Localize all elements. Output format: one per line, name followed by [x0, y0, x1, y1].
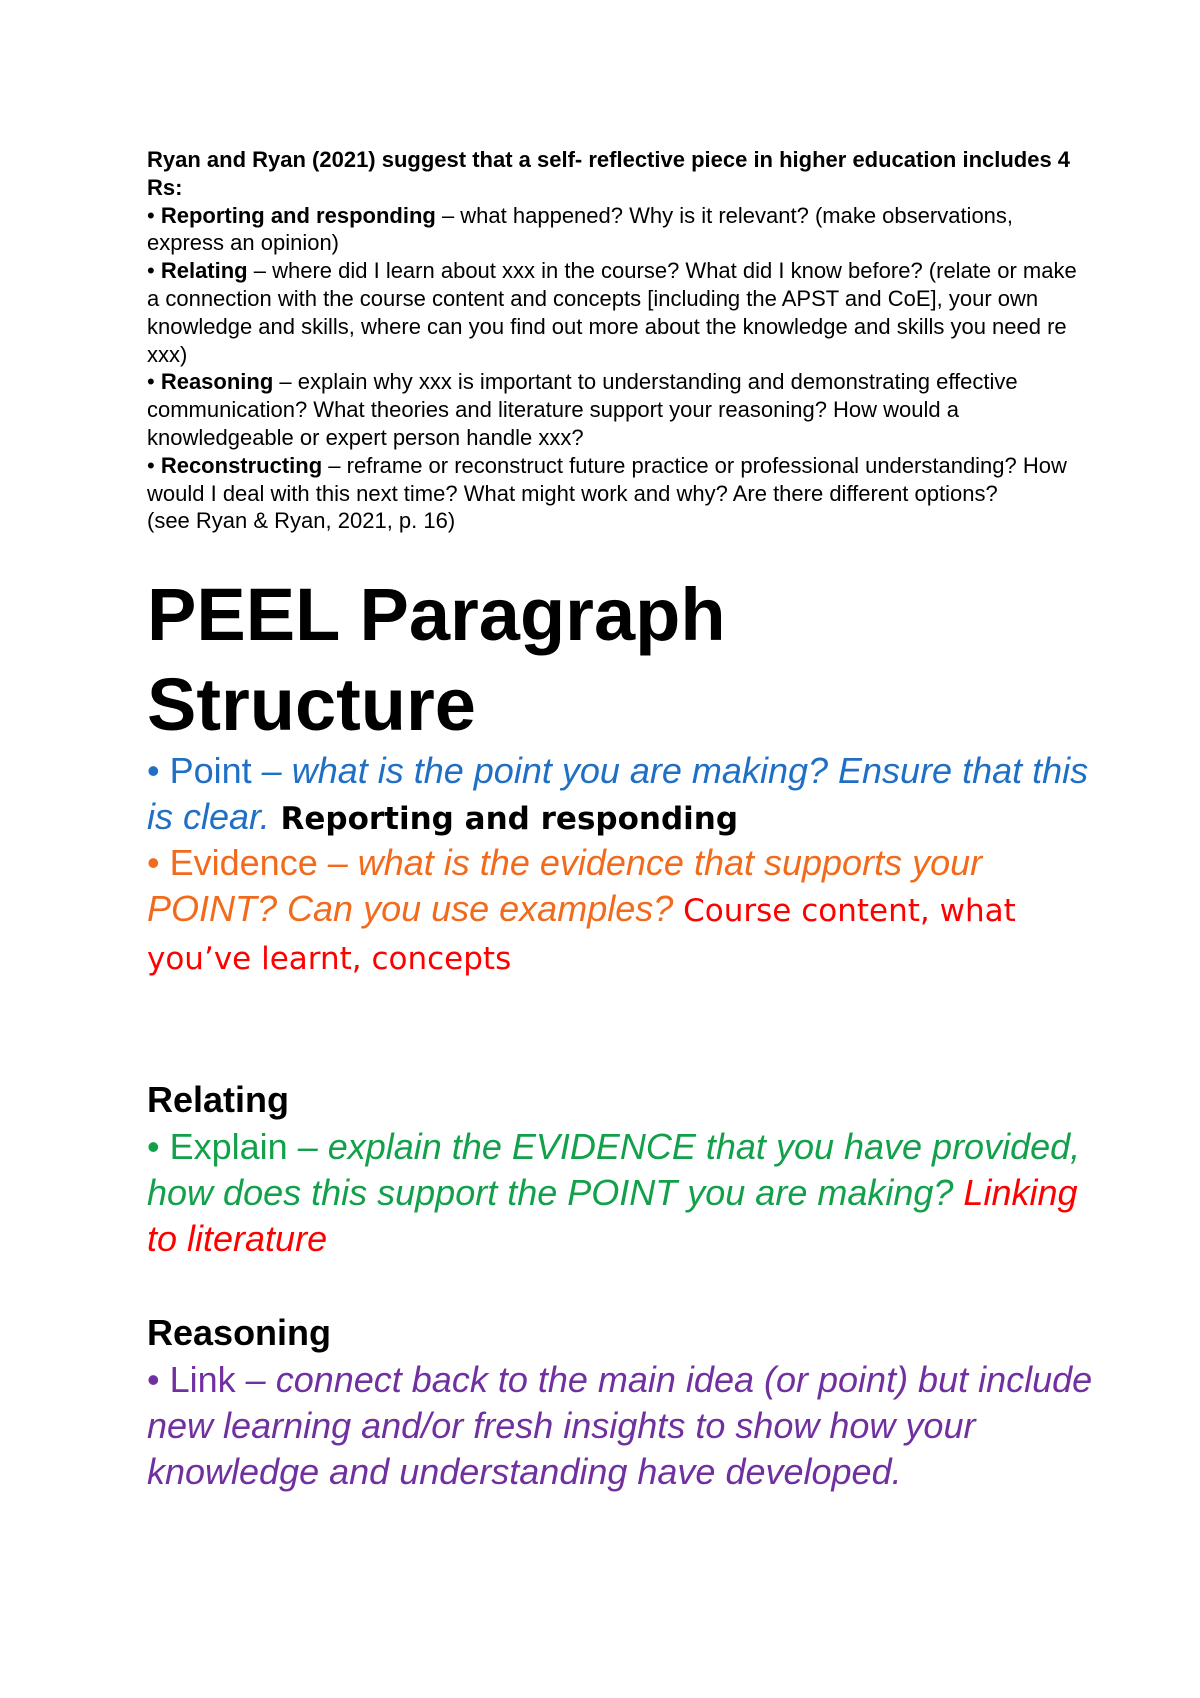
point-word-rest: oint [193, 750, 252, 791]
intro-heading: Ryan and Ryan (2021) suggest that a self- reflective piece in higher education includes 4 Rs: [147, 147, 1071, 200]
bullet: • [147, 258, 155, 284]
heading-line-1: PEEL Paragraph [147, 573, 726, 656]
explain-letter: E [169, 1126, 194, 1167]
r-term: Reconstructing [160, 452, 323, 478]
link-bullet: • [147, 1359, 170, 1400]
evidence-letter: E [169, 842, 194, 883]
evidence-note: Course content, what you’ve learnt, concepts [147, 893, 1016, 977]
peel-explain [147, 1124, 1107, 1262]
r-text: – explain why xxx is important to understanding and demonstrating effective communication? What theories and literature support your reasoning? How would a knowledgeable or expert person handle xxx? [147, 369, 1018, 450]
r-text: – where did I learn about xxx in the course? What did I know before? (relate or make a connection with the course content and concepts [including the APST and CoE], your own knowledge and skills, where can you find out more about the knowledge and skills you need re xxx) [147, 258, 1077, 367]
point-letter: P [169, 750, 194, 791]
explain-bullet: • [147, 1126, 170, 1167]
point-description: – what is the point you are making? Ensure that this is clear. [147, 750, 1089, 837]
link-description: – connect back to the main idea (or point) but include new learning and/or fresh insights to show how your knowledge and understanding have developed. [147, 1359, 1093, 1492]
r-text: – what happened? Why is it relevant? (make observations, express an opinion) [147, 202, 1014, 256]
evidence-word-rest: vidence [193, 842, 318, 883]
citation: (see Ryan & Ryan, 2021, p. 16) [147, 508, 456, 534]
r-item-reasoning [147, 368, 1077, 451]
peel-link [147, 1357, 1107, 1495]
explain-word-rest: xplain [193, 1126, 288, 1167]
bullet: • [147, 202, 155, 228]
link-letter: L [169, 1359, 190, 1400]
explain-description: – explain the EVIDENCE that you have provided, how does this support the POINT you are making? [147, 1126, 1081, 1213]
point-bullet: • [147, 750, 170, 791]
peel-point [147, 748, 1107, 842]
r-item-reconstructing [147, 452, 1077, 508]
r-term: Reasoning [160, 369, 274, 395]
peel-evidence [147, 840, 1107, 982]
r-text: – reframe or reconstruct future practice or professional understanding? How would I deal with this next time? What might work and why? Are there different options? [147, 452, 1067, 506]
evidence-bullet: • [147, 842, 170, 883]
r-item-reporting [147, 202, 1077, 258]
r-term: Relating [160, 258, 248, 284]
bullet: • [147, 452, 155, 478]
evidence-description: – what is the evidence that supports your POINT? Can you use examples? [147, 842, 983, 929]
bullet: • [147, 369, 155, 395]
heading-line-2: Structure [147, 663, 476, 746]
explain-note: Linking to literature [147, 1172, 1078, 1259]
link-word-rest: ink [189, 1359, 236, 1400]
r-item-relating [147, 257, 1077, 368]
reasoning-heading: Reasoning [147, 1312, 332, 1353]
four-rs-intro [147, 146, 1077, 535]
relating-heading: Relating [147, 1079, 290, 1120]
r-term: Reporting and responding [160, 202, 436, 228]
peel-heading [147, 570, 726, 750]
point-note: Reporting and responding [269, 801, 739, 837]
